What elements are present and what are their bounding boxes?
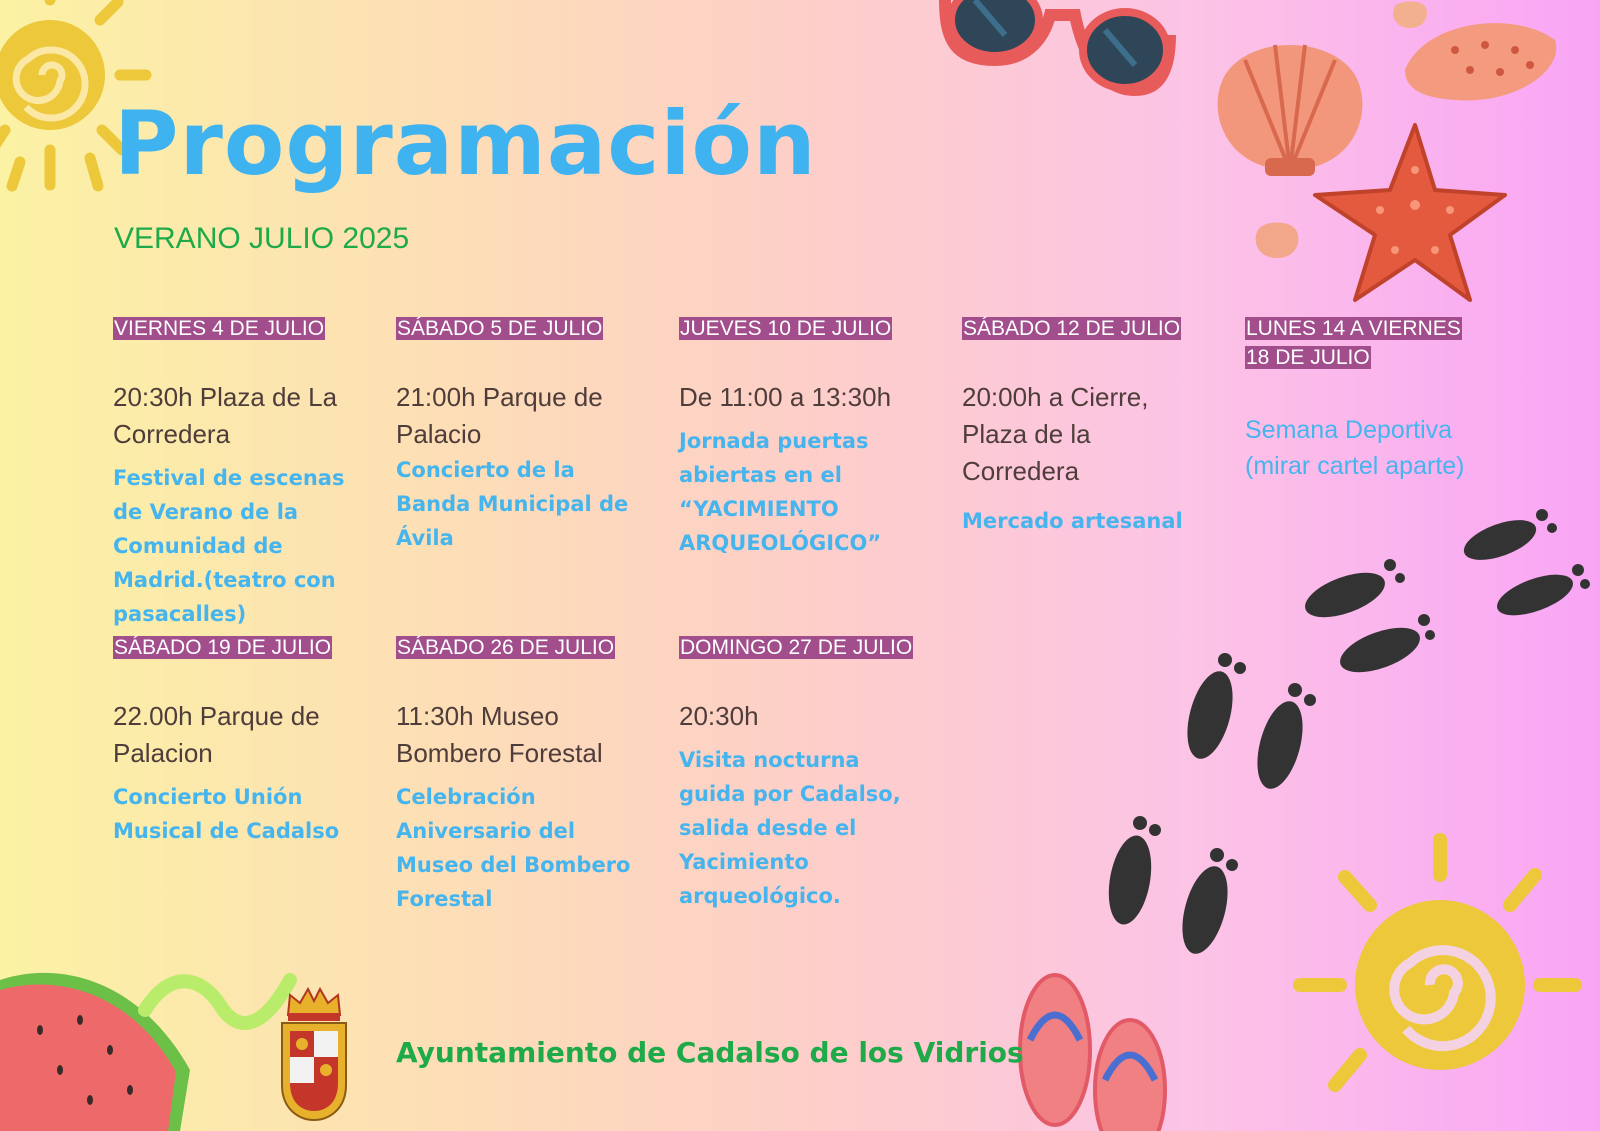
- event-card: [679, 314, 924, 560]
- page-subtitle: VERANO JULIO 2025: [114, 222, 410, 255]
- event-description: Semana Deportiva (mirar cartel aparte): [1245, 416, 1465, 480]
- event-card: [396, 633, 641, 916]
- seashell-icon: [1252, 220, 1302, 260]
- event-date: LUNES 14 A VIERNES 18 DE JULIO: [1246, 317, 1461, 369]
- event-date: DOMINGO 27 DE JULIO: [680, 636, 913, 659]
- seashell-icon: [1390, 0, 1430, 30]
- event-card: [113, 314, 358, 631]
- event-date: SÁBADO 19 DE JULIO: [114, 636, 332, 659]
- page-title: Programación: [114, 92, 817, 195]
- event-description: Visita nocturna guida por Cadalso, salida desde el Yacimiento arqueológico.: [679, 748, 901, 908]
- sunglasses-icon: [945, 0, 1175, 110]
- flip-flops-icon: [1015, 970, 1175, 1131]
- footprints-icon: [1460, 500, 1600, 630]
- event-card: [679, 633, 924, 913]
- sun-icon: [1280, 815, 1580, 1115]
- event-description: Concierto Unión Musical de Cadalso: [113, 785, 340, 843]
- event-time: De 11:00 a 13:30h: [679, 382, 892, 412]
- event-time: 11:30h Museo Bombero Forestal: [396, 701, 603, 768]
- event-time: 20:00h a Cierre, Plaza de la Corredera: [962, 382, 1149, 486]
- event-description: Concierto de la Banda Municipal de Ávila: [396, 458, 629, 550]
- footprints-icon: [1095, 815, 1255, 965]
- event-date: VIERNES 4 DE JULIO: [114, 317, 325, 340]
- decorative-wave: [140, 965, 300, 1055]
- organizer-name: Ayuntamiento de Cadalso de los Vidrios: [396, 1036, 1024, 1069]
- event-description: Mercado artesanal: [962, 509, 1183, 533]
- event-time: 20:30h Plaza de La Corredera: [113, 382, 338, 449]
- event-card: [113, 633, 358, 848]
- event-time: 21:00h Parque de Palacio: [396, 382, 603, 449]
- starfish-icon: [1310, 125, 1510, 305]
- event-card: [962, 314, 1207, 538]
- footprints-icon: [1175, 650, 1335, 800]
- event-description: Jornada puertas abiertas en el “YACIMIENTO ARQUEOLÓGICO”: [679, 429, 882, 555]
- event-date: JUEVES 10 DE JULIO: [680, 317, 892, 340]
- event-time: 20:30h: [679, 701, 759, 731]
- event-description: Celebración Aniversario del Museo del Bombero Forestal: [396, 785, 631, 911]
- event-date: SÁBADO 5 DE JULIO: [397, 317, 603, 340]
- event-card: [396, 314, 641, 555]
- event-date: SÁBADO 12 DE JULIO: [963, 317, 1181, 340]
- event-date: SÁBADO 26 DE JULIO: [397, 636, 615, 659]
- event-card: [1245, 314, 1475, 484]
- event-description: Festival de escenas de Verano de la Comunidad de Madrid.(teatro con pasacalles): [113, 466, 345, 626]
- coat-of-arms-icon: [278, 985, 350, 1125]
- event-time: 22.00h Parque de Palacion: [113, 701, 320, 768]
